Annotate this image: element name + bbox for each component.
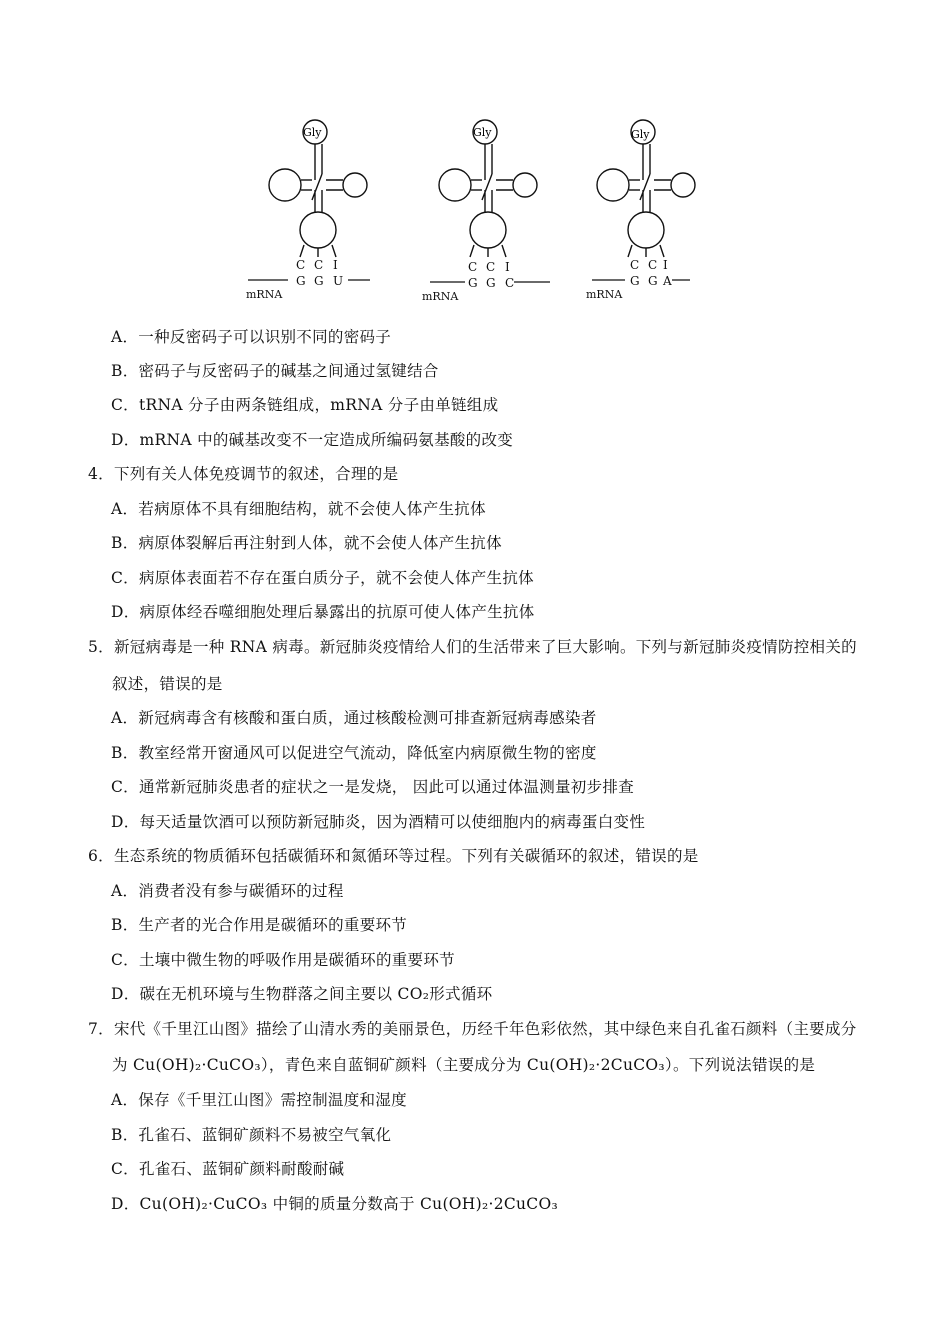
trna-figure [240,112,720,312]
anticodon-1-3: I [333,258,338,272]
q3-option-a: A．一种反密码子可以识别不同的密码子 [111,328,392,346]
q6-option-b: B．生产者的光合作用是碳循环的重要环节 [111,916,408,934]
trna-2 [439,120,537,257]
q3-option-c: C．tRNA 分子由两条链组成，mRNA 分子由单链组成 [111,396,499,414]
q6-option-c: C．土壤中微生物的呼吸作用是碳循环的重要环节 [111,951,455,969]
q5-option-b: B．教室经常开窗通风可以促进空气流动，降低室内病原微生物的密度 [111,744,597,762]
q4-option-a: A．若病原体不具有细胞结构，就不会使人体产生抗体 [111,500,486,518]
trna-1 [269,120,367,257]
q3-option-b: B．密码子与反密码子的碱基之间通过氢键结合 [111,362,439,380]
q6-option-d: D．碳在无机环境与生物群落之间主要以 CO₂形式循环 [111,985,493,1003]
q7-option-b: B．孔雀石、蓝铜矿颜料不易被空气氧化 [111,1126,392,1144]
mrna-label-3: mRNA [586,288,623,301]
codon-3-2: G [648,274,658,288]
anticodon-1-1: C [296,258,306,272]
trna-diagram [240,112,720,312]
amino-acid-label-2: Gly [473,126,492,139]
codon-2-2: G [486,276,496,290]
mrna-label-2: mRNA [422,290,459,303]
q7-option-c: C．孔雀石、蓝铜矿颜料耐酸耐碱 [111,1160,345,1178]
q6-stem: 6．生态系统的物质循环包括碳循环和氮循环等过程。下列有关碳循环的叙述，错误的是 [88,847,699,865]
codon-2-3: C [505,276,515,290]
anticodon-2-2: C [486,260,496,274]
mrna-label-1: mRNA [246,288,283,301]
q4-stem: 4．下列有关人体免疫调节的叙述，合理的是 [88,465,399,483]
codon-1-2: G [314,274,324,288]
q5-option-d: D．每天适量饮酒可以预防新冠肺炎，因为酒精可以使细胞内的病毒蛋白变性 [111,813,646,831]
anticodon-1-2: C [314,258,324,272]
q4-option-b: B．病原体裂解后再注射到人体，就不会使人体产生抗体 [111,534,502,552]
q5-option-c: C．通常新冠肺炎患者的症状之一是发烧， 因此可以通过体温测量初步排查 [111,778,634,796]
codon-1-3: U [333,274,344,288]
q6-option-a: A．消费者没有参与碳循环的过程 [111,882,344,900]
codon-1-1: G [296,274,306,288]
q5-option-a: A．新冠病毒含有核酸和蛋白质，通过核酸检测可排查新冠病毒感染者 [111,709,597,727]
q7-stem-line2: 为 Cu(OH)₂·CuCO₃），青色来自蓝铜矿颜料（主要成分为 Cu(OH)₂·2CuCO₃）。下列说法错误的是 [112,1056,816,1074]
d-loop [269,169,301,201]
anticodon-3-3: I [663,258,668,272]
q7-option-a: A．保存《千里江山图》需控制温度和湿度 [111,1091,407,1109]
q4-option-d: D．病原体经吞噬细胞处理后暴露出的抗原可使人体产生抗体 [111,603,535,621]
anticodon-2-1: C [468,260,478,274]
anticodon-2-3: I [505,260,510,274]
codon-3-3: A [663,274,672,288]
q5-stem-line1: 5．新冠病毒是一种 RNA 病毒。新冠肺炎疫情给人们的生活带来了巨大影响。下列与新冠肺炎疫情防控相关的 [88,638,857,656]
q3-option-d: D．mRNA 中的碱基改变不一定造成所编码氨基酸的改变 [111,431,514,449]
codon-3-1: G [630,274,640,288]
anticodon-loop [300,212,336,248]
amino-acid-label-1: Gly [303,126,322,139]
codon-2-1: G [468,276,478,290]
q4-option-c: C．病原体表面若不存在蛋白质分子，就不会使人体产生抗体 [111,569,534,587]
anticodon-3-2: C [648,258,658,272]
amino-acid-label-3: Gly [631,128,650,141]
q5-stem-line2: 叙述，错误的是 [112,675,223,693]
anticodon-3-1: C [630,258,640,272]
q7-stem-line1: 7．宋代《千里江山图》描绘了山清水秀的美丽景色，历经千年色彩依然，其中绿色来自孔雀石颜料（主要成分 [88,1020,857,1038]
q7-option-d: D．Cu(OH)₂·CuCO₃ 中铜的质量分数高于 Cu(OH)₂·2CuCO₃ [111,1195,558,1213]
t-loop [343,173,367,197]
